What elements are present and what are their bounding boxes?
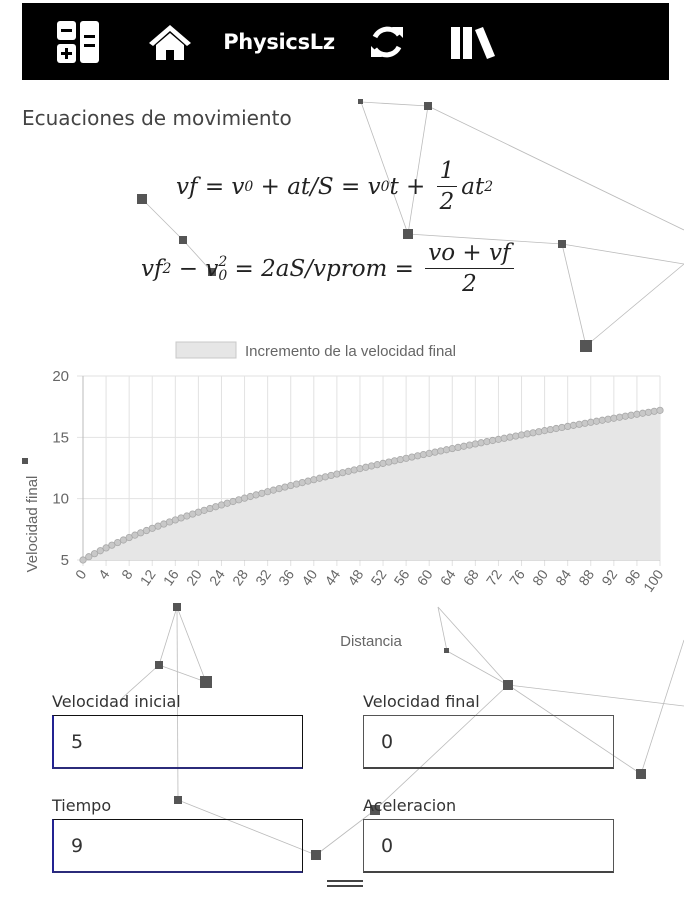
eq2-part-a: vf	[141, 255, 163, 282]
x-tick-label: 88	[575, 566, 598, 589]
initial-velocity-label: Velocidad inicial	[52, 692, 181, 711]
eq2-fraction-num: vo + vf	[425, 240, 513, 269]
x-tick-label: 60	[413, 566, 436, 589]
final-velocity-label: Velocidad final	[363, 692, 480, 711]
data-point	[593, 418, 599, 424]
data-point	[513, 433, 519, 439]
data-point	[357, 465, 363, 471]
data-point	[547, 426, 553, 432]
data-point	[541, 427, 547, 433]
data-point	[443, 447, 449, 453]
section-title: Ecuaciones de movimiento	[22, 106, 292, 130]
data-point	[536, 429, 542, 435]
data-point	[599, 417, 605, 423]
x-tick-label: 48	[344, 566, 367, 589]
eq1-part-d: at	[461, 173, 485, 200]
x-tick-label: 0	[71, 566, 90, 583]
calculator-icon[interactable]	[55, 3, 101, 80]
data-point	[80, 557, 86, 563]
refresh-icon[interactable]	[366, 3, 408, 80]
data-point	[616, 414, 622, 420]
data-point	[628, 412, 634, 418]
legend-swatch	[176, 342, 236, 358]
x-axis-ticks	[72, 566, 667, 594]
data-point	[507, 434, 513, 440]
eq2-sub-b: 0	[218, 267, 228, 284]
x-tick-label: 84	[552, 566, 575, 589]
eq1-part-c: t +	[389, 173, 433, 200]
data-point	[426, 450, 432, 456]
data-point	[293, 481, 299, 487]
equation-line-1	[176, 158, 493, 215]
x-tick-label: 16	[159, 566, 182, 589]
x-tick-label: 72	[482, 566, 505, 589]
x-tick-label: 92	[598, 566, 621, 589]
legend-label: Incremento de la velocidad final	[245, 343, 456, 360]
eq1-part-a: vf = v	[176, 173, 245, 200]
data-point	[472, 441, 478, 447]
home-icon[interactable]	[145, 3, 195, 80]
books-icon[interactable]	[448, 3, 498, 80]
eq2-sup-a: 2	[162, 260, 172, 277]
x-tick-label: 40	[298, 566, 321, 589]
data-point	[484, 438, 490, 444]
y-tick-label: 5	[60, 552, 69, 569]
data-point	[605, 416, 611, 422]
y-axis-label: Velocidad final	[24, 475, 41, 573]
data-point	[328, 472, 334, 478]
equation-line-2	[141, 240, 518, 297]
data-point	[414, 453, 420, 459]
data-point	[559, 424, 565, 430]
data-point	[363, 464, 369, 470]
data-point	[288, 482, 294, 488]
eq2-fraction	[425, 240, 513, 297]
x-tick-label: 12	[136, 566, 159, 589]
data-point	[651, 408, 657, 414]
data-point	[282, 484, 288, 490]
data-point	[91, 550, 97, 556]
y-axis-ticks	[52, 368, 69, 569]
x-tick-label: 76	[505, 566, 528, 589]
data-point	[420, 451, 426, 457]
data-point	[501, 435, 507, 441]
data-point	[570, 422, 576, 428]
eq2-fraction-den: 2	[462, 271, 477, 297]
data-point	[380, 460, 386, 466]
data-point	[438, 448, 444, 454]
x-tick-label: 24	[205, 566, 228, 589]
y-tick-label: 15	[52, 429, 69, 447]
eq1-part-b: + at/S = v	[253, 173, 381, 200]
x-tick-label: 96	[621, 566, 644, 589]
data-point	[588, 419, 594, 425]
data-point	[299, 479, 305, 485]
data-point	[345, 468, 351, 474]
x-tick-label: 32	[252, 566, 275, 589]
x-tick-label: 52	[367, 566, 390, 589]
drag-handle-icon[interactable]	[327, 880, 363, 890]
time-label: Tiempo	[52, 796, 112, 815]
acceleration-label: Aceleracion	[363, 796, 457, 815]
data-point	[530, 430, 536, 436]
data-point	[339, 469, 345, 475]
eq2-part-b: − v	[171, 255, 219, 282]
acceleration-input[interactable]	[363, 819, 614, 873]
x-axis-label: Distancia	[340, 633, 402, 650]
app-title[interactable]	[223, 3, 335, 80]
data-point	[403, 455, 409, 461]
eq1-sub-b: 0	[380, 178, 390, 195]
data-point	[611, 415, 617, 421]
data-point	[316, 475, 322, 481]
eq1-sup: 2	[484, 178, 494, 195]
data-point	[564, 423, 570, 429]
time-input[interactable]	[52, 819, 303, 873]
data-point	[478, 440, 484, 446]
data-point	[639, 410, 645, 416]
data-point	[391, 458, 397, 464]
data-point	[449, 445, 455, 451]
data-point	[622, 413, 628, 419]
y-tick-label: 10	[52, 490, 69, 508]
data-point	[374, 461, 380, 467]
data-point	[86, 554, 92, 560]
data-point	[276, 485, 282, 491]
data-point	[368, 463, 374, 469]
data-point	[634, 411, 640, 417]
data-point	[518, 432, 524, 438]
data-point	[489, 437, 495, 443]
data-point	[386, 459, 392, 465]
eq2-sup-b: 2	[218, 253, 228, 270]
x-tick-label: 4	[94, 566, 113, 583]
data-point	[461, 443, 467, 449]
x-tick-label: 64	[436, 566, 459, 589]
x-tick-label: 80	[529, 566, 552, 589]
x-tick-label: 20	[182, 566, 205, 589]
series-area	[83, 410, 660, 560]
x-tick-label: 36	[275, 566, 298, 589]
x-tick-label: 56	[390, 566, 413, 589]
x-tick-label: 68	[459, 566, 482, 589]
final-velocity-input[interactable]	[363, 715, 614, 769]
data-point	[409, 454, 415, 460]
x-tick-label: 8	[118, 566, 136, 583]
eq1-sub-a: 0	[244, 178, 254, 195]
data-point	[455, 444, 461, 450]
data-point	[524, 431, 530, 437]
initial-velocity-input[interactable]	[52, 715, 303, 769]
eq2-script	[218, 255, 227, 283]
x-tick-label: 100	[639, 566, 667, 595]
data-point	[466, 442, 472, 448]
data-point	[495, 436, 501, 442]
data-point	[334, 471, 340, 477]
x-tick-label: 44	[321, 566, 344, 589]
data-point	[657, 407, 663, 413]
data-point	[582, 420, 588, 426]
data-point	[397, 456, 403, 462]
data-point	[432, 449, 438, 455]
data-point	[645, 409, 651, 415]
data-point	[553, 425, 559, 431]
chart-legend[interactable]	[176, 342, 456, 360]
data-point	[576, 421, 582, 427]
x-tick-label: 28	[228, 566, 252, 589]
top-navbar	[22, 3, 669, 80]
data-point	[305, 478, 311, 484]
velocity-chart	[0, 336, 684, 656]
data-point	[322, 474, 328, 480]
eq1-fraction-num: 1	[437, 158, 458, 187]
eq1-fraction-den: 2	[439, 189, 455, 215]
app-title-text: PhysicsLz	[223, 29, 335, 54]
y-tick-label: 20	[52, 368, 69, 385]
eq2-part-c: = 2aS/vprom =	[227, 255, 422, 282]
eq1-fraction	[437, 158, 458, 215]
data-point	[311, 476, 317, 482]
data-point	[351, 467, 357, 473]
